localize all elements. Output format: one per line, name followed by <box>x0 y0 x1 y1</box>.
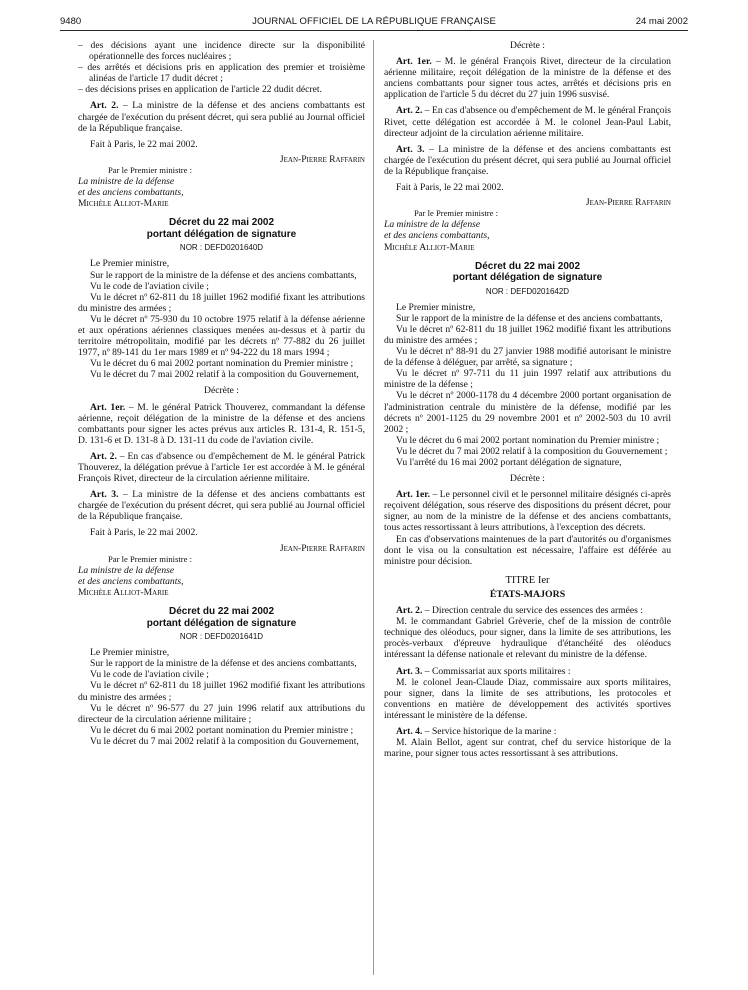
minister-line: La ministre de la défense <box>78 176 175 188</box>
decrete-line: Décrète : <box>510 473 545 485</box>
page-number: 9480 <box>60 16 82 27</box>
paragraph: Sur le rapport de la ministre de la défense et des anciens combattants, <box>90 658 357 670</box>
minister-name: Michèle Alliot-Marie <box>78 198 169 210</box>
paragraph: Vu le décret nº 88-91 du 27 janvier 1988 modifié autorisant le ministre de la défense à déléguer, par arrêté, sa signature ; <box>384 346 671 369</box>
decree-subtitle: portant délégation de signature <box>146 617 297 629</box>
article-label: Art. 3. <box>396 665 423 677</box>
article-paragraph <box>78 451 365 484</box>
paragraph: M. le commandant Gabriel Grèverie, chef de la mission de contrôle technique des oléoducs, pour signer, dans la limite de ses attributions, les procès-verbaux d'épreuve hydraulique d'étanchéité des oléoducs intéressant la défense nationale et relevant du ministre de la défense. <box>384 616 671 661</box>
premier-ministre-line: Par le Premier ministre : <box>108 553 193 564</box>
article-text: – Commissariat aux sports militaires : <box>422 665 571 677</box>
article-text: – Le personnel civil et le personnel militaire désignés ci-après reçoivent délégation, sous réserve des dispositions du présent décret, pour signer, au nom de la ministre de la défense et des anciens combattants, tous actes ressortissant à leurs attributions, à l'exception des décrets. <box>384 489 671 534</box>
signature: Jean-Pierre Raffarin <box>279 153 365 165</box>
minister-line: La ministre de la défense <box>78 564 175 576</box>
paragraph: Vu le décret du 7 mai 2002 relatif à la composition du Gouvernement ; <box>396 445 668 457</box>
article-label: Art. 2. <box>396 605 423 617</box>
paragraph: Vu le décret nº 62-811 du 18 juillet 1962 modifié fixant les attributions du ministre des armées ; <box>78 680 365 703</box>
decree-subtitle: portant délégation de signature <box>146 228 297 240</box>
paragraph: Vu le décret du 7 mai 2002 relatif à la composition du Gouvernement, <box>90 369 359 381</box>
article-text: – La ministre de la défense et des anciens combattants est chargée de l'exécution du présent décret, qui sera publié au Journal officiel de la République française. <box>78 100 365 134</box>
minister-line: et des anciens combattants, <box>78 187 184 199</box>
fait-line: Fait à Paris, le 22 mai 2002. <box>90 138 198 150</box>
minister-line: et des anciens combattants, <box>384 230 490 242</box>
article-paragraph <box>384 144 671 177</box>
issue-date: 24 mai 2002 <box>635 16 688 27</box>
article-label: Art. 2. <box>90 100 119 112</box>
header-rule <box>60 30 688 31</box>
left-column <box>78 40 365 747</box>
article-label: Art. 1er. <box>396 56 432 68</box>
premier-ministre-line: Par le Premier ministre : <box>108 164 193 175</box>
article-text: – La ministre de la défense et des anciens combattants est chargée de l'exécution du présent décret, qui sera publié au Journal officiel de la République française. <box>384 143 671 177</box>
paragraph: Vu le décret du 6 mai 2002 portant nomination du Premier ministre ; <box>396 434 660 446</box>
paragraph: M. Alain Bellot, agent sur contrat, chef du service historique de la marine, pour signer tous actes ressortissant à ses attributions. <box>384 737 671 760</box>
paragraph: En cas d'observations maintenues de la part d'autorités ou d'organismes dont le visa ou la consultation est nécessaire, l'affaire est déférée au ministre pour décision. <box>384 533 671 567</box>
paragraph: Vu le décret nº 75-930 du 10 octobre 1975 relatif à la défense aérienne et aux opérations aériennes classiques menées au-dessus et à partir du territoire métropolitain, modifié par les décrets nº 77-882 du 26 juillet 1977, nº 89-141 du 1er mars 1989 et nº 94-222 du 18 mars 1994 ; <box>78 313 365 359</box>
decree-title: Décret du 22 mai 2002 <box>168 217 275 229</box>
paragraph: Vu le décret nº 62-811 du 18 juillet 1962 modifié fixant les attributions du ministre des armées ; <box>78 291 365 314</box>
list-item: – des décisions ayant une incidence directe sur la disponibilité opérationnelle des forces nucléaires ; <box>78 40 365 63</box>
minister-line: La ministre de la défense <box>384 219 481 231</box>
article-text: – M. le général François Rivet, directeur de la circulation aérienne militaire, reçoit délégation de la ministre de la défense et des anciens combattants pour signer tous actes, arrêtés et décisions pris en application de l'article 5 du décret du 27 juin 1996 susvisé. <box>384 56 671 101</box>
article-label: Art. 1er. <box>90 401 126 413</box>
article-label: Art. 2. <box>90 450 117 462</box>
article-text: – Service historique de la marine : <box>422 725 557 737</box>
article-text: – En cas d'absence ou d'empêchement de M. le général Patrick Thouverez, la délégation prévue à l'article 1er est accordée à M. le général François Rivet, directeur de la circulation aérienne militaire. <box>78 450 365 485</box>
paragraph: Vu le décret du 7 mai 2002 relatif à la composition du Gouvernement, <box>90 735 359 747</box>
article-paragraph <box>384 105 671 138</box>
article-text: – La ministre de la défense et des anciens combattants est chargée de l'exécution du présent décret, qui sera publié au Journal officiel de la République française. <box>78 489 365 523</box>
section-subtitle: ÉTATS-MAJORS <box>489 588 566 600</box>
paragraph: Vu l'arrêté du 16 mai 2002 portant délégation de signature, <box>396 457 622 468</box>
paragraph: M. le colonel Jean-Claude Diaz, commissaire aux sports militaires, pour signer, dans la limite de ses attributions, les protocoles et conventions en matière de développement des activités sportives intéressant le ministère de la défense. <box>384 676 671 721</box>
article-text: – M. le général Patrick Thouverez, commandant la défense aérienne, reçoit délégation de la ministre de la défense et des anciens combattants pour signer les actes prévus aux articles R. 131-4, R. 151-5, D. 131-6 et D. 131-8 à D. 131-11 du code de l'aviation civile. <box>78 401 365 446</box>
decrete-line: Décrète : <box>204 385 239 397</box>
article-paragraph <box>384 726 671 737</box>
article-text: – En cas d'absence ou d'empêchement de M. le général François Rivet, cette délégation est accordée à M. le colonel Jean-Paul Labit, directeur adjoint de la circulation aérienne militaire. <box>384 105 672 139</box>
paragraph: Sur le rapport de la ministre de la défense et des anciens combattants, <box>396 312 663 324</box>
article-paragraph <box>78 489 365 522</box>
article-label: Art. 3. <box>90 489 119 501</box>
paragraph: Le Premier ministre, <box>396 301 476 313</box>
decree-subtitle: portant délégation de signature <box>452 272 603 284</box>
paragraph: Sur le rapport de la ministre de la défense et des anciens combattants, <box>90 269 357 281</box>
paragraph: Vu le décret nº 2000-1178 du 4 décembre 2000 portant organisation de l'administration centrale du ministère de la défense, modifié par les décrets nº 2001-1125 du 29 novembre 2001 et nº 2002-503 du 10 avril 2002 ; <box>384 390 671 435</box>
decrete-line: Décrète : <box>510 40 545 51</box>
article-paragraph <box>384 666 671 677</box>
article-paragraph <box>78 100 365 133</box>
nor-reference: NOR : DEFD0201642D <box>485 286 570 296</box>
signature: Jean-Pierre Raffarin <box>279 542 365 554</box>
paragraph: Vu le décret du 6 mai 2002 portant nomination du Premier ministre ; <box>90 358 354 370</box>
minister-line: et des anciens combattants, <box>78 575 184 587</box>
article-paragraph <box>384 489 671 533</box>
minister-name: Michèle Alliot-Marie <box>384 241 475 253</box>
section-title: TITRE Ier <box>505 574 550 586</box>
list-item: – des arrêtés et décisions pris en application des premier et troisième alinéas de l'article 17 dudit décret ; <box>78 62 365 85</box>
signature: Jean-Pierre Raffarin <box>585 197 671 209</box>
article-text: – Direction centrale du service des essences des armées : <box>422 605 643 617</box>
article-label: Art. 3. <box>396 143 425 155</box>
paragraph: Vu le décret nº 96-577 du 27 juin 1996 relatif aux attributions du directeur de la circulation aérienne militaire ; <box>78 702 365 725</box>
article-paragraph <box>78 402 365 446</box>
minister-name: Michèle Alliot-Marie <box>78 586 169 598</box>
journal-title: JOURNAL OFFICIEL DE LA RÉPUBLIQUE FRANÇAISE <box>252 16 496 27</box>
article-paragraph <box>384 605 671 616</box>
decree-title: Décret du 22 mai 2002 <box>474 260 581 272</box>
column-divider <box>373 40 374 975</box>
fait-line: Fait à Paris, le 22 mai 2002. <box>90 527 198 539</box>
article-label: Art. 2. <box>396 105 423 117</box>
fait-line: Fait à Paris, le 22 mai 2002. <box>396 182 504 194</box>
right-column <box>384 40 671 759</box>
decree-title: Décret du 22 mai 2002 <box>168 606 275 618</box>
nor-reference: NOR : DEFD0201640D <box>179 243 264 253</box>
paragraph: Le Premier ministre, <box>90 258 170 270</box>
paragraph: Vu le code de l'aviation civile ; <box>90 669 209 681</box>
paragraph: Vu le code de l'aviation civile ; <box>90 280 209 292</box>
premier-ministre-line: Par le Premier ministre : <box>414 208 499 219</box>
article-paragraph <box>384 56 671 100</box>
article-label: Art. 4. <box>396 725 423 737</box>
list-item: – des décisions prises en application de l'article 22 dudit décret. <box>78 84 322 96</box>
paragraph: Vu le décret nº 62-811 du 18 juillet 1962 modifié fixant les attributions du ministre des armées ; <box>384 323 671 346</box>
paragraph: Le Premier ministre, <box>90 647 170 659</box>
article-label: Art. 1er. <box>396 489 431 501</box>
paragraph: Vu le décret du 6 mai 2002 portant nomination du Premier ministre ; <box>90 724 354 736</box>
nor-reference: NOR : DEFD0201641D <box>179 632 264 642</box>
paragraph: Vu le décret nº 97-711 du 11 juin 1997 relatif aux attributions du ministre de la défense ; <box>384 368 671 391</box>
